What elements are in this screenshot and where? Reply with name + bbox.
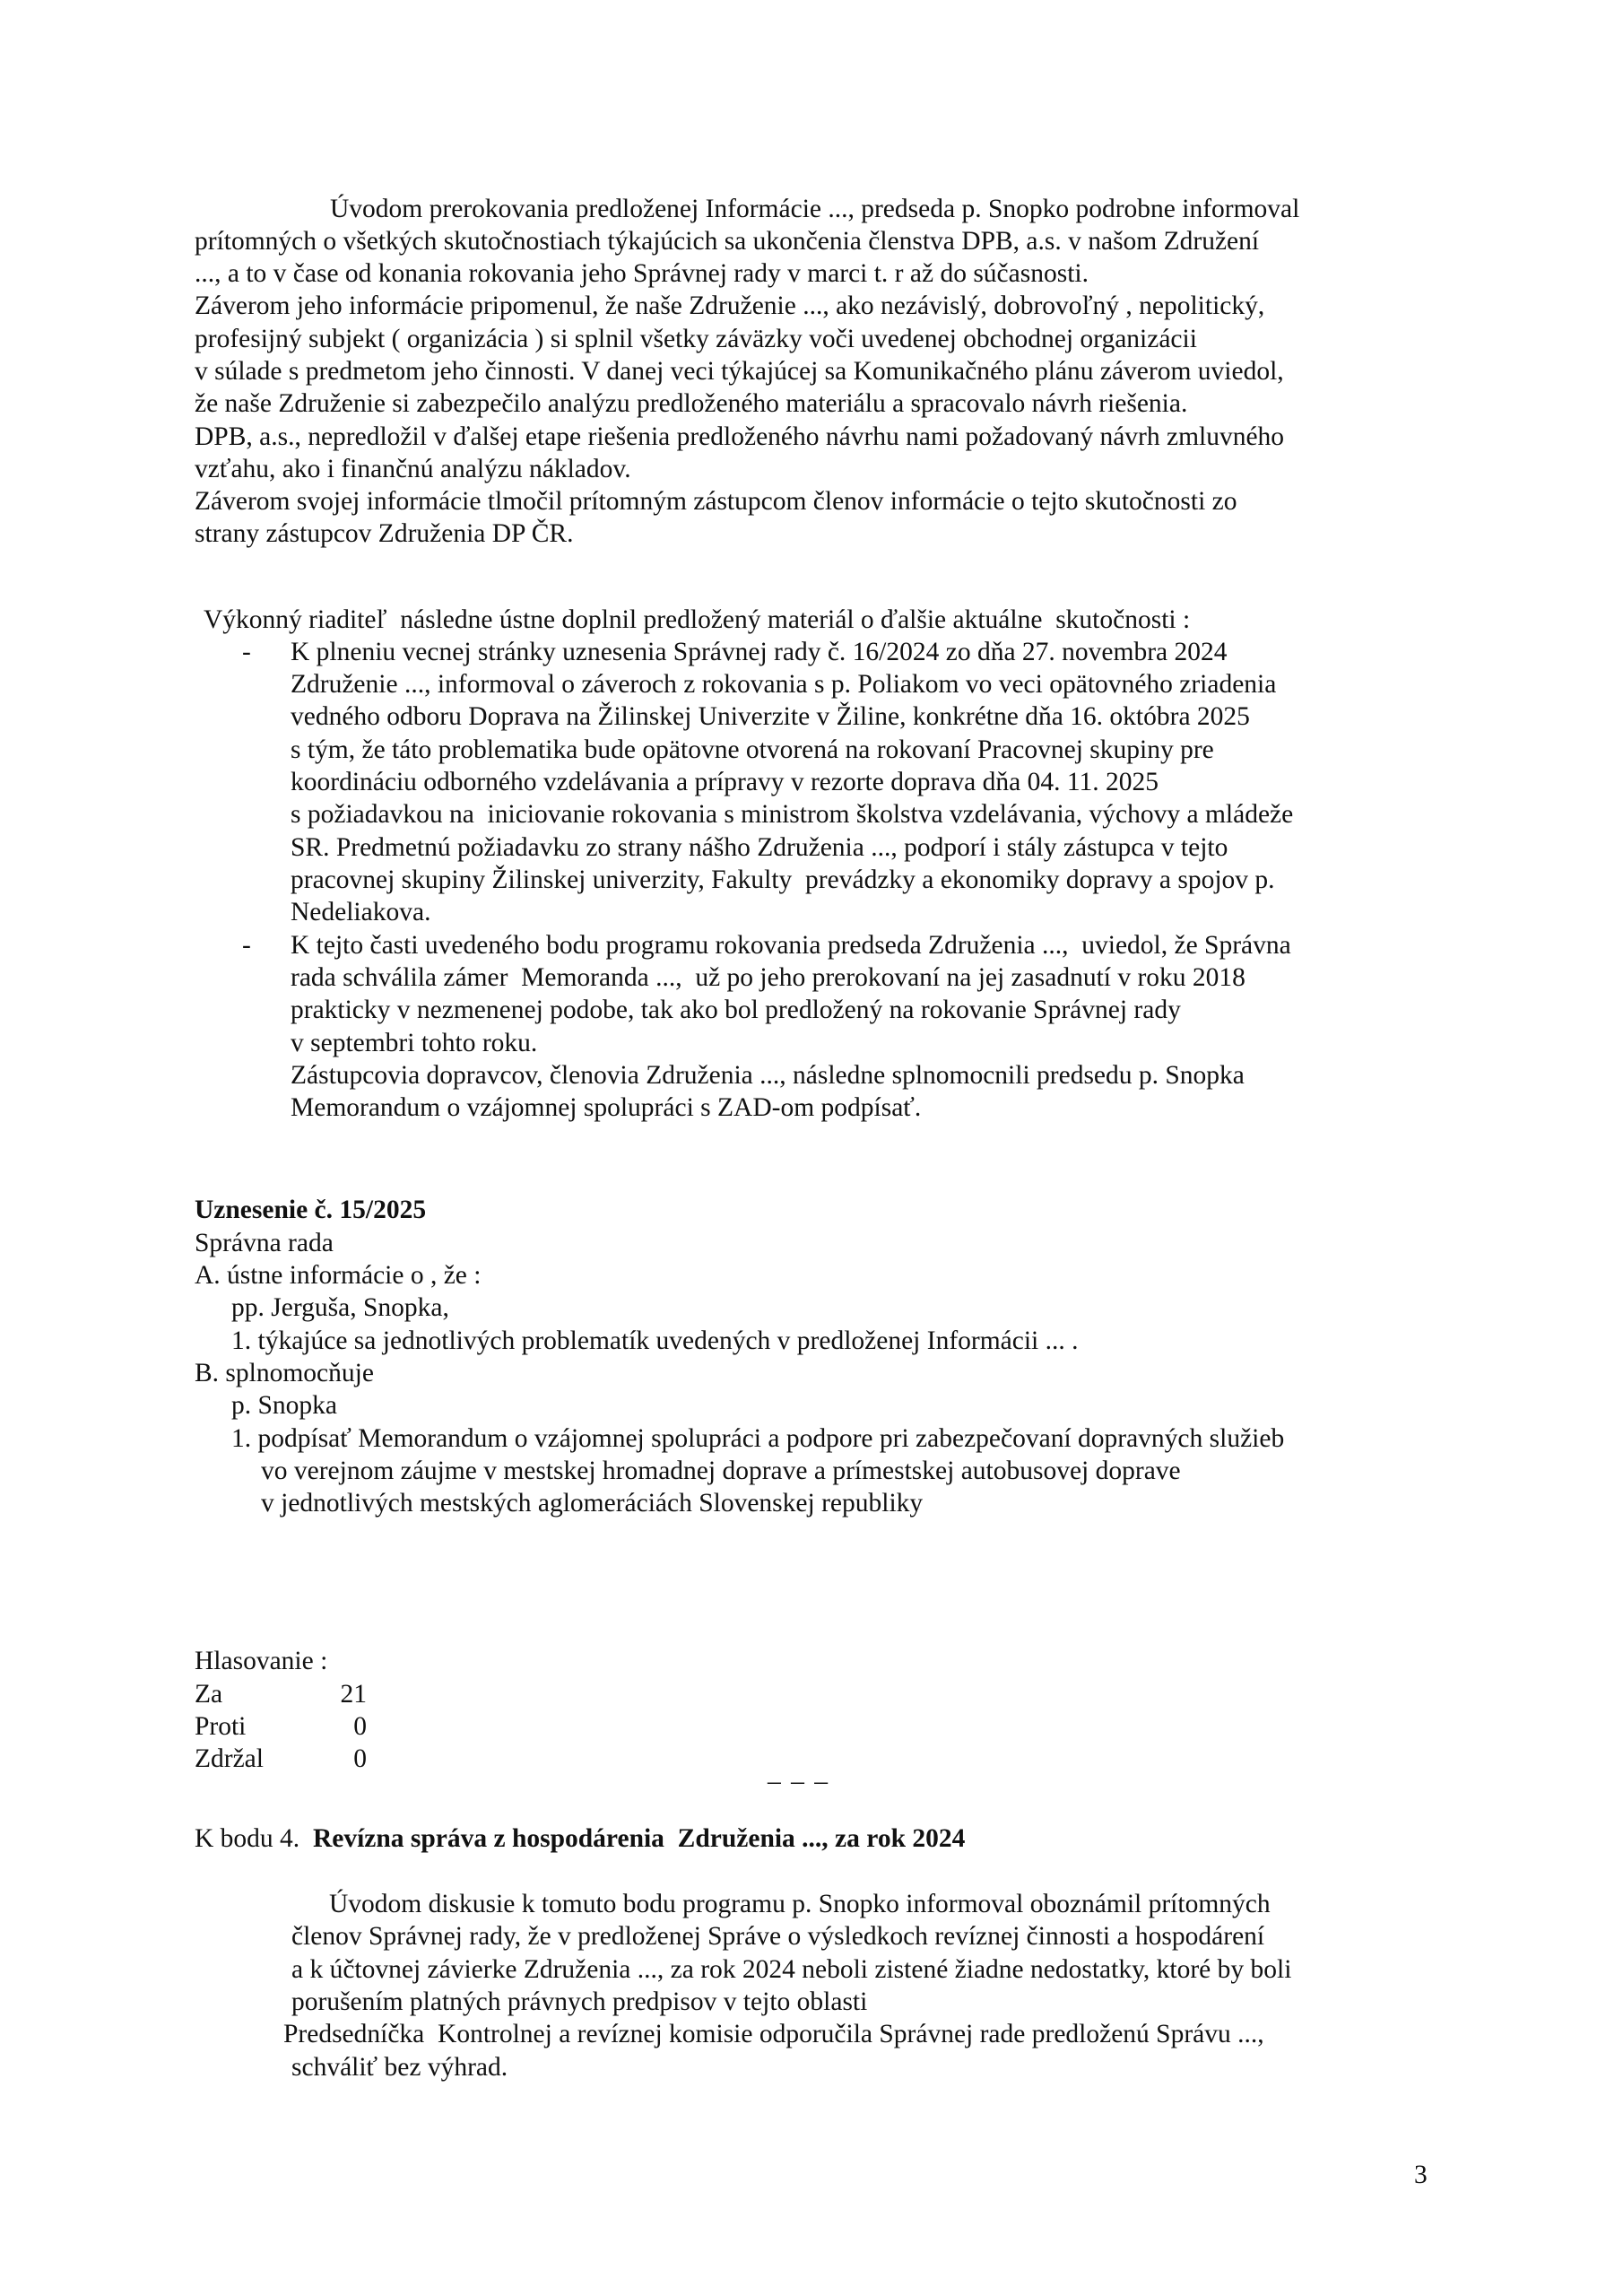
director-intro: Výkonný riaditeľ následne ústne doplnil predložený materiál o ďalšie aktuálne skutočnosti : [204,605,1191,634]
text-line: Memorandum o vzájomnej spolupráci s ZAD-om podpísať. [291,1093,922,1122]
text-line: rada schválila zámer Memoranda ..., už po jeho prerokovaní na jej zasadnutí v roku 2018 [291,963,1245,992]
text-line: s požiadavkou na iniciovanie rokovania s ministrom školstva vzdelávania, výchovy a mládeže [291,800,1294,829]
section-a-label: A. ústne informácie o , že : [195,1261,482,1290]
bullet-marker: - [242,931,251,960]
page-number: 3 [1414,2161,1428,2189]
text-line: Združenie ..., informoval o záveroch z rokovania s p. Poliakom vo veci opätovného zriadenia [291,670,1277,699]
text-line: že naše Združenie si zabezpečilo analýzu predloženého materiálu a spracovalo návrh riešenia. [195,389,1188,418]
text-line: Nedeliakova. [291,898,431,926]
text-line: koordináciu odborného vzdelávania a prípravy v rezorte doprava dňa 04. 11. 2025 [291,768,1159,796]
bullet-marker: - [242,638,251,666]
text-line: s tým, že táto problematika bude opätovne otvorená na rokovaní Pracovnej skupiny pre [291,735,1214,764]
item-prefix: K bodu 4. [195,1824,300,1853]
section-b-item-cont: vo verejnom záujme v mestskej hromadnej doprave a prímestskej autobusovej doprave [261,1457,1181,1485]
vote-value-proti: 0 [353,1712,367,1741]
item-title: Revízna správa z hospodárenia Združenia ..., za rok 2024 [312,1824,966,1853]
text-line: K plneniu vecnej stránky uznesenia Správnej rady č. 16/2024 zo dňa 27. novembra 2024 [291,638,1228,666]
text-line: Úvodom prerokovania predloženej Informácie ..., predseda p. Snopko podrobne informoval [330,195,1300,223]
text-line: v súlade s predmetom jeho činnosti. V danej veci týkajúcej sa Komunikačného plánu záverom uviedol, [195,357,1284,386]
item-heading [195,1822,965,1855]
text-line: porušením platných právnych predpisov v tejto oblasti [291,1987,868,2016]
text-line: Záverom jeho informácie pripomenul, že naše Združenie ..., ako nezávislý, dobrovoľný , nepolitický, [195,291,1265,320]
section-b-item: 1. podpísať Memorandum o vzájomnej spolupráci a podpore pri zabezpečovaní dopravných služieb [231,1424,1285,1453]
vote-label-zdrzal: Zdržal [195,1744,264,1773]
text-line: SR. Predmetnú požiadavku zo strany nášho Združenia ..., podporí i stály zástupca v tejto [291,833,1228,862]
text-line: K tejto časti uvedeného bodu programu rokovania predseda Združenia ..., uviedol, že Správna [291,931,1291,960]
text-line: Úvodom diskusie k tomuto bodu programu p. Snopko informoval oboznámil prítomných [329,1890,1271,1918]
text-line: Záverom svojej informácie tlmočil prítomným zástupcom členov informácie o tejto skutočnosti zo [195,487,1237,516]
text-line: v septembri tohto roku. [291,1029,538,1057]
text-line: prítomných o všetkých skutočnostiach týkajúcich sa ukončenia členstva DPB, a.s. v našom Združení [195,227,1260,256]
text-line: Predsedníčka Kontrolnej a revíznej komisie odporučila Správnej rade predloženú Správu ..., [283,2020,1264,2048]
resolution-title: Uznesenie č. 15/2025 [195,1196,427,1224]
voting-title: Hlasovanie : [195,1647,328,1675]
vote-value-zdrzal: 0 [353,1744,367,1773]
text-line: profesijný subjekt ( organizácia ) si splnil všetky záväzky voči uvedenej obchodnej organizácii [195,325,1197,353]
text-line: a k účtovnej závierke Združenia ..., za rok 2024 neboli zistené žiadne nedostatky, ktoré by boli [291,1955,1292,1984]
section-b-persons: p. Snopka [231,1391,337,1420]
section-b-item-cont: v jednotlivých mestských aglomeráciách Slovenskej republiky [261,1489,924,1518]
text-line: ..., a to v čase od konania rokovania jeho Správnej rady v marci t. r až do súčasnosti. [195,259,1089,288]
text-line: vedného odboru Doprava na Žilinskej Univerzite v Žiline, konkrétne dňa 16. októbra 2025 [291,702,1250,731]
text-line: strany zástupcov Združenia DP ČR. [195,519,574,548]
vote-label-proti: Proti [195,1712,247,1741]
text-line: členov Správnej rady, že v predloženej Správe o výsledkoch revíznej činnosti a hospodárení [291,1922,1265,1951]
text-line: schváliť bez výhrad. [291,2053,508,2082]
section-b-label: B. splnomocňuje [195,1359,374,1387]
section-a-item: 1. týkajúce sa jednotlivých problematík uvedených v predloženej Informácii ... . [231,1326,1079,1355]
resolution-body: Správna rada [195,1229,334,1257]
section-separator: _ _ _ [768,1758,829,1787]
vote-value-za: 21 [340,1680,367,1709]
text-line: vzťahu, ako i finančnú analýzu nákladov. [195,455,631,483]
text-line: Zástupcovia dopravcov, členovia Združenia ..., následne splnomocnili predsedu p. Snopka [291,1061,1245,1090]
section-a-persons: pp. Jerguša, Snopka, [231,1293,449,1322]
text-line: pracovnej skupiny Žilinskej univerzity, Fakulty prevádzky a ekonomiky dopravy a spojov p. [291,865,1275,894]
text-line: DPB, a.s., nepredložil v ďalšej etape riešenia predloženého návrhu nami požadovaný návrh zmluvného [195,422,1285,451]
vote-label-za: Za [195,1680,223,1709]
text-line: prakticky v nezmenenej podobe, tak ako bol predložený na rokovanie Správnej rady [291,996,1181,1024]
